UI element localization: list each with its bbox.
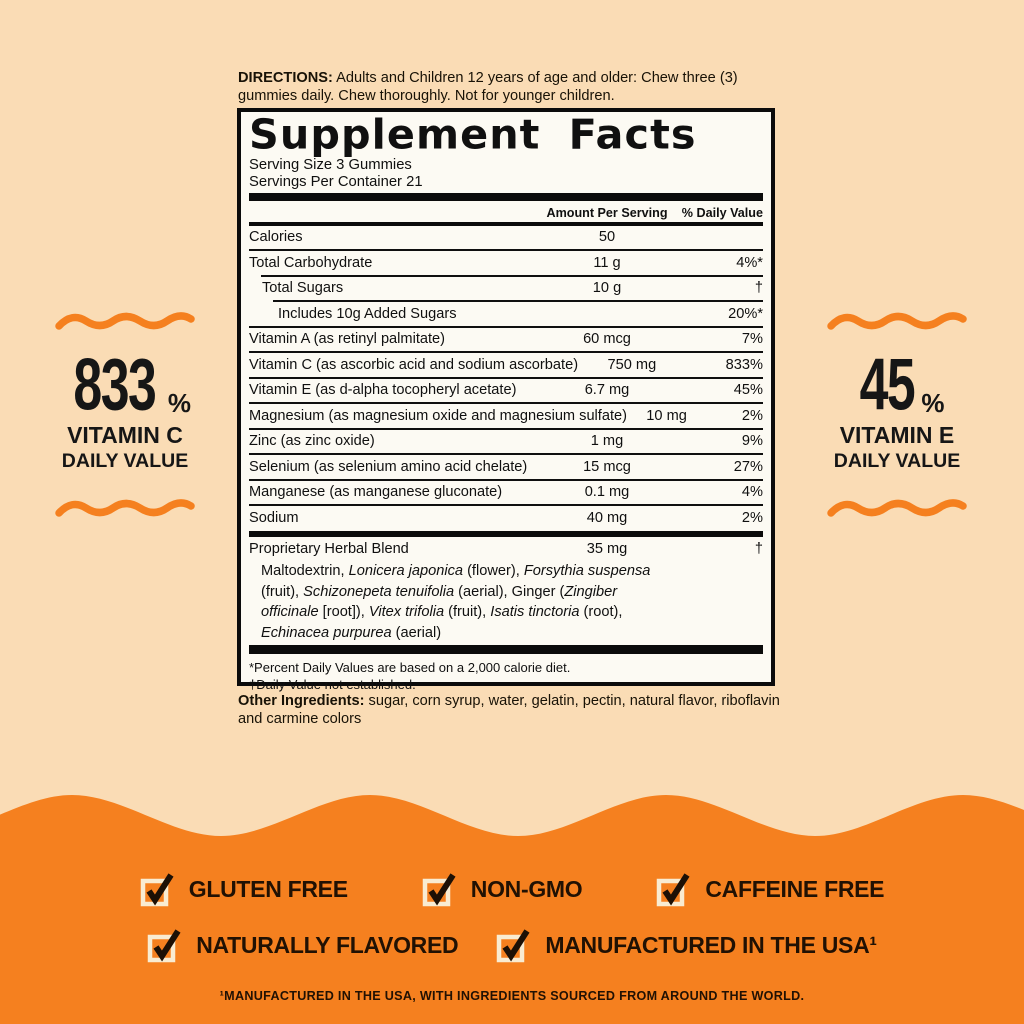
features-row-2 [0,928,1024,962]
other-ingredients-label: Other Ingredients: [238,693,365,709]
fact-row-total-sugars: Total Sugars 10 g † [262,280,763,296]
vitamin-c-percent-value: 833 % [73,343,191,426]
vitamin-c-badge [40,310,210,521]
fact-row-selenium: Selenium (as selenium amino acid chelate) 15 mcg 27% [249,458,763,475]
fact-row-sodium: Sodium 40 mg 2% [249,509,763,526]
wavy-line-icon [826,310,968,334]
column-header-amount: Amount Per Serving [546,205,668,220]
features-row-1 [0,872,1024,906]
footnote-dagger: †Daily Value not established. [249,676,416,692]
checked-checkbox-icon [496,928,532,962]
checked-checkbox-icon [656,872,692,906]
divider-heavy [249,193,763,201]
fact-row-zinc: Zinc (as zinc oxide) 1 mg 9% [249,433,763,449]
vitamin-e-percent-value: 45 % [859,343,945,426]
fact-row-vitamin-c: Vitamin C (as ascorbic acid and sodium ascorbate) 750 mg 833% [249,356,763,373]
feature-caffeine-free: CAFFEINE FREE [656,872,884,906]
column-header-row [249,203,763,222]
feature-naturally-flavored: NATURALLY FLAVORED [147,928,458,962]
feature-non-gmo: NON-GMO [422,872,583,906]
directions-body: Adults and Children 12 years of age and older: Chew three (3) gummies daily. Chew thoroughly. Not for younger children. [238,70,738,104]
herbal-blend-ingredients: Maltodextrin, Lonicera japonica (flower), Forsythia suspensa (fruit), Schizonepeta tenuifolia (aerial), Ginger (Zingiber officinale [root]), Vitex trifolia (fruit), Isatis tinctoria (root), Echinacea purpurea (aerial) [261,563,651,641]
other-ingredients [238,693,780,728]
fact-row-magnesium: Magnesium (as magnesium oxide and magnesium sulfate) 10 mg 2% [249,407,763,424]
fact-row-added-sugars: Includes 10g Added Sugars 20%* [278,305,763,322]
feature-gluten-free: GLUTEN FREE [140,872,348,906]
wavy-line-icon [826,497,968,521]
checked-checkbox-icon [147,928,183,962]
fact-row-herbal-blend: Proprietary Herbal Blend 35 mg † [249,541,763,557]
vitamin-e-badge-line2: DAILY VALUE [833,450,961,472]
panel-footnotes [249,658,763,693]
supplement-facts-panel [237,108,775,692]
fact-row-carbohydrate: Total Carbohydrate 11 g 4%* [249,254,763,271]
footnote-percent-dv: *Percent Daily Values are based on a 2,000 calorie diet. [249,660,571,675]
vitamin-e-badge-line1: VITAMIN E [839,422,955,448]
divider-heavy [249,645,763,654]
vitamin-c-badge-line1: VITAMIN C [67,422,183,448]
panel-title: Supplement Facts [249,111,697,160]
column-header-dv: % Daily Value [681,205,763,220]
servings-per-container: Servings Per Container 21 [249,173,423,190]
vitamin-e-badge [812,310,982,521]
serving-size: Serving Size 3 Gummies [249,157,412,173]
checked-checkbox-icon [422,872,458,906]
fact-row-vitamin-a: Vitamin A (as retinyl palmitate) 60 mcg 7% [249,331,763,347]
other-ingredients-body: sugar, corn syrup, water, gelatin, pectin, natural flavor, riboflavin and carmine colors [238,693,780,727]
directions-text [238,70,780,105]
wavy-line-icon [54,497,196,521]
usa-footnote: ¹MANUFACTURED IN THE USA, WITH INGREDIENTS SOURCED FROM AROUND THE WORLD. [219,989,805,1003]
feature-made-in-usa: MANUFACTURED IN THE USA¹ [496,928,876,962]
fact-row-manganese: Manganese (as manganese gluconate) 0.1 mg 4% [249,484,763,500]
directions-label: DIRECTIONS: [238,70,333,86]
wavy-line-icon [54,310,196,334]
fact-row-vitamin-e: Vitamin E (as d-alpha tocopheryl acetate) 6.7 mg 45% [249,382,763,398]
checked-checkbox-icon [140,872,176,906]
fact-row-calories: Calories 50 [249,229,616,245]
vitamin-c-badge-line2: DAILY VALUE [61,450,189,472]
divider-heavy [249,531,763,537]
